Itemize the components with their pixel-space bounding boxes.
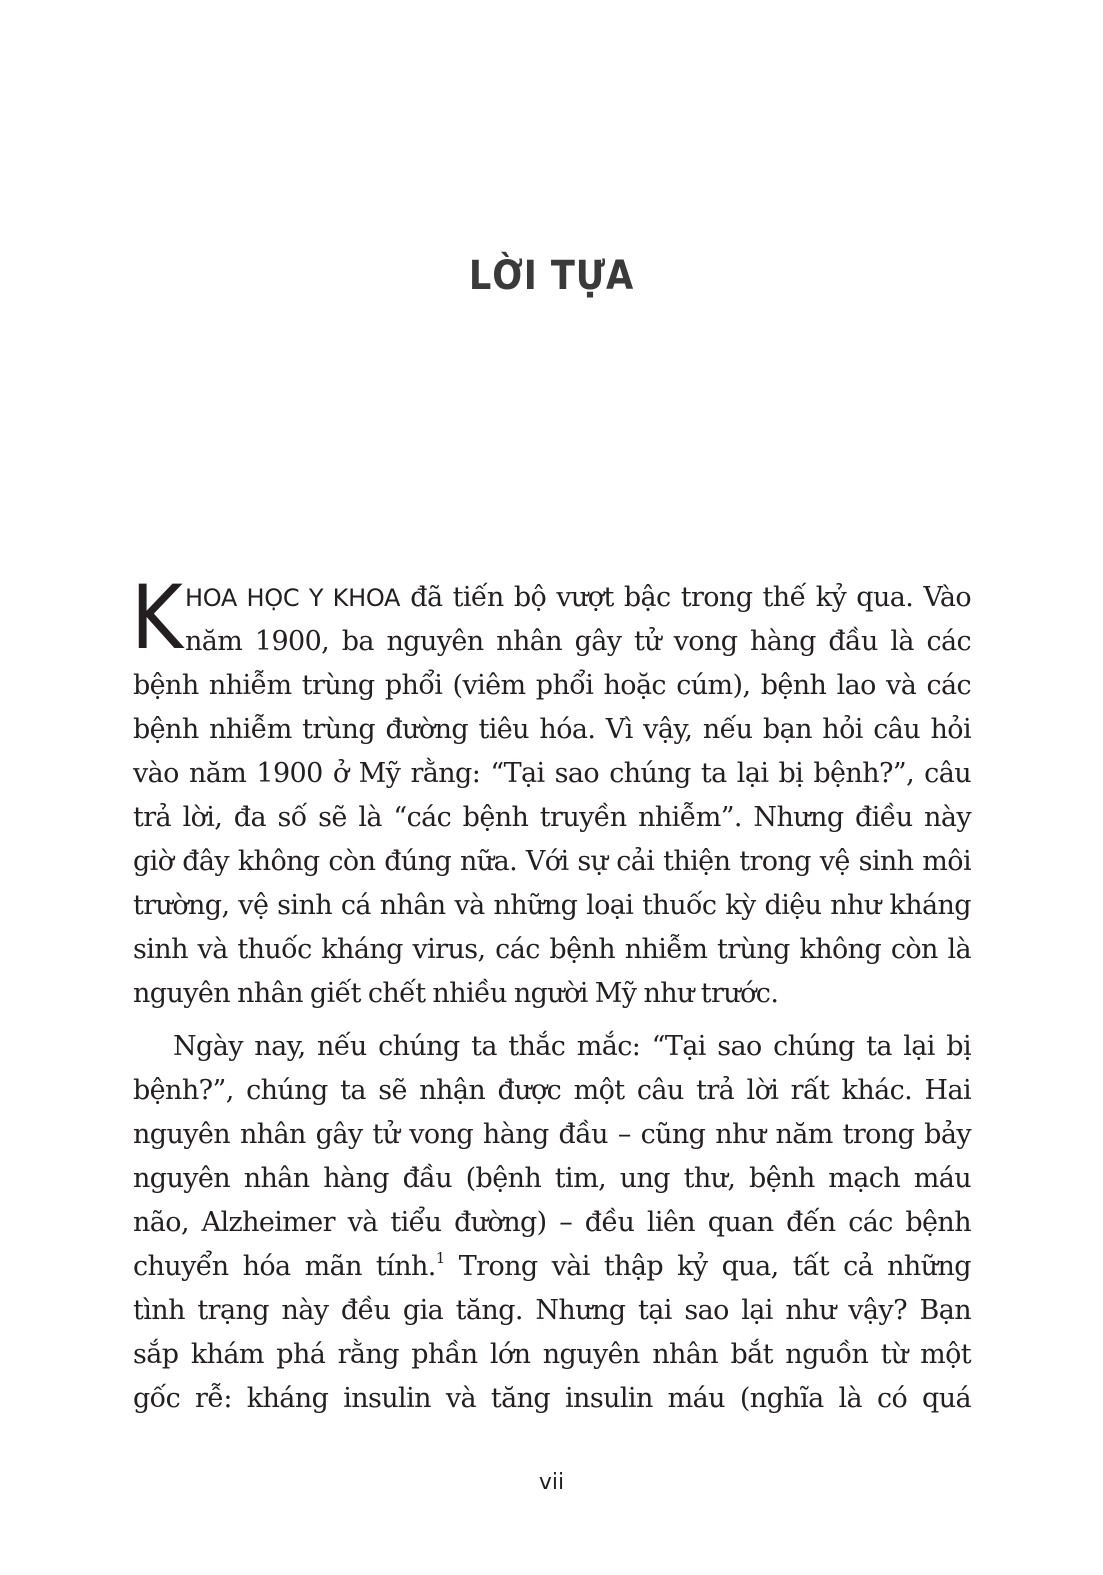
paragraph-gap (133, 1016, 971, 1025)
lead-in-smallcaps: HOA HỌC Y KHOA (185, 584, 401, 612)
paragraph-1 (131, 566, 971, 1016)
page-number: vii (538, 1470, 565, 1495)
text-line: trường, vệ sinh cá nhân và những loại thuốc kỳ diệu như kháng (133, 890, 971, 921)
text-line-segment: Trong vài thập kỷ qua, tất cả những (458, 1251, 971, 1282)
text-line: năm 1900, ba nguyên nhân gây tử vong hàng đầu là các (185, 626, 971, 657)
text-line: trả lời, đa số sẽ là “các bệnh truyền nhiễm”. Nhưng điều này (133, 802, 971, 833)
text-line: giờ đây không còn đúng nữa. Với sự cải thiện trong vệ sinh môi (133, 846, 971, 877)
text-line: gốc rễ: kháng insulin và tăng insulin máu (nghĩa là có quá (133, 1383, 971, 1414)
text-line: tình trạng này đều gia tăng. Nhưng tại sao lại như vậy? Bạn (133, 1295, 971, 1326)
text-line: bệnh nhiễm trùng đường tiêu hóa. Vì vậy, nếu bạn hỏi câu hỏi (133, 714, 971, 745)
text-line: nguyên nhân giết chết nhiều người Mỹ như trước. (133, 978, 779, 1009)
text-line: Ngày nay, nếu chúng ta thắc mắc: “Tại sao chúng ta lại bị (173, 1031, 971, 1062)
text-line (133, 576, 971, 620)
text-line: não, Alzheimer và tiểu đường) – đều liên quan đến các bệnh (133, 1207, 971, 1238)
chapter-title: LỜI TỰA (468, 253, 635, 299)
footnote-reference[interactable]: 1 (435, 1249, 445, 1267)
text-line-segment: chuyển hóa mãn tính. (133, 1251, 436, 1282)
body-text (131, 566, 971, 1421)
text-line-segment: đã tiến bộ vượt bậc trong thế kỷ qua. Vào (400, 582, 971, 613)
text-line: sắp khám phá rằng phần lớn nguyên nhân bắt nguồn từ một (133, 1339, 971, 1370)
drop-cap: K (131, 566, 183, 669)
text-line: bệnh nhiễm trùng phổi (viêm phổi hoặc cúm), bệnh lao và các (133, 670, 971, 701)
paragraph-2 (133, 1025, 971, 1421)
text-line: nguyên nhân gây tử vong hàng đầu – cũng như năm trong bảy (133, 1119, 971, 1150)
text-line: sinh và thuốc kháng virus, các bệnh nhiễm trùng không còn là (133, 934, 971, 965)
text-line (133, 1245, 971, 1289)
text-line: bệnh?”, chúng ta sẽ nhận được một câu trả lời rất khác. Hai (133, 1075, 971, 1106)
text-line: vào năm 1900 ở Mỹ rằng: “Tại sao chúng ta lại bị bệnh?”, câu (133, 758, 971, 789)
text-line: nguyên nhân hàng đầu (bệnh tim, ung thư, bệnh mạch máu (133, 1163, 971, 1194)
